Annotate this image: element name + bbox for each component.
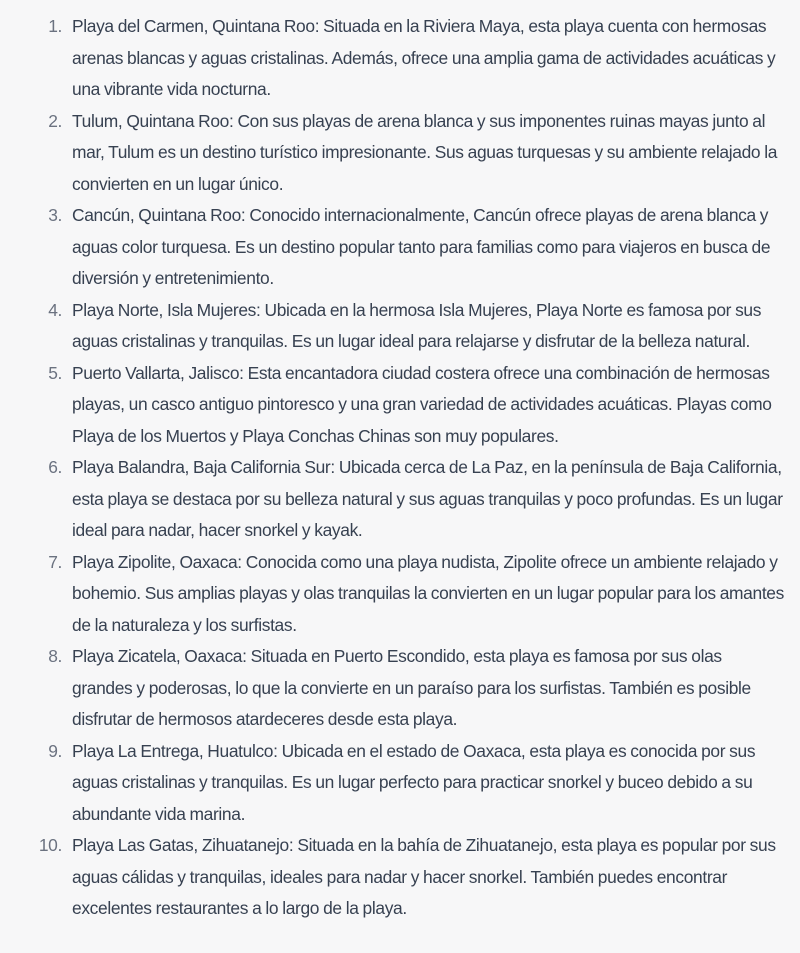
list-item-text: Playa Zipolite, Oaxaca: Conocida como una playa nudista, Zipolite ofrece un ambiente relajado y bohemio. Sus amplias playas y olas tranquilas la convierten en un lugar popular para los amantes de la naturaleza y los surfistas. — [72, 551, 784, 635]
list-item — [0, 452, 800, 547]
list-number: 10. — [38, 835, 62, 855]
list-item — [0, 106, 800, 201]
list-number: 4. — [48, 299, 62, 320]
list-item-text: Cancún, Quintana Roo: Conocido internacionalmente, Cancún ofrece playas de arena blanca y aguas color turquesa. Es un destino popular tanto para familias como para viajeros en busca de diversión y entretenimiento. — [72, 205, 771, 288]
list-item-text: Playa La Entrega, Huatulco: Ubicada en el estado de Oaxaca, esta playa es conocida por sus aguas cristalinas y tranquilas. Es un lugar perfecto para practicar snorkel y buceo debido a su abundante vida marina. — [72, 740, 756, 824]
list-item — [0, 11, 800, 106]
list-number: 6. — [48, 457, 62, 477]
list-item — [0, 830, 800, 925]
beach-list — [0, 11, 800, 925]
list-number: 9. — [48, 740, 62, 761]
list-item-text: Playa del Carmen, Quintana Roo: Situada en la Riviera Maya, esta playa cuenta con hermosas arenas blancas y aguas cristalinas. Además, ofrece una amplia gama de actividades acuáticas y una vibrante vida nocturna. — [72, 16, 776, 99]
list-number: 3. — [48, 205, 62, 225]
list-number: 1. — [48, 16, 62, 36]
list-item — [0, 641, 800, 736]
list-item — [0, 295, 800, 358]
list-item — [0, 200, 800, 295]
list-item — [0, 547, 800, 642]
list-number: 2. — [48, 110, 62, 131]
list-item-text: Playa Las Gatas, Zihuatanejo: Situada en la bahía de Zihuatanejo, esta playa es popular por sus aguas cálidas y tranquilas, ideales para nadar y hacer snorkel. También puedes encontrar excelentes restaurantes a lo largo de la playa. — [72, 835, 776, 918]
list-item-text: Tulum, Quintana Roo: Con sus playas de arena blanca y sus imponentes ruinas mayas junto al mar, Tulum es un destino turístico impresionante. Sus aguas turquesas y su ambiente relajado la convierten en un lugar único. — [72, 110, 778, 194]
list-number: 5. — [48, 362, 62, 383]
list-item-text: Puerto Vallarta, Jalisco: Esta encantadora ciudad costera ofrece una combinación de hermosas playas, un casco antiguo pintoresco y una gran variedad de actividades acuáticas. Playas como Playa de los Muertos y Playa Conchas Chinas son muy populares. — [72, 362, 772, 446]
list-number: 8. — [48, 646, 62, 666]
list-number: 7. — [48, 551, 62, 572]
list-item-text: Playa Zicatela, Oaxaca: Situada en Puerto Escondido, esta playa es famosa por sus olas grandes y poderosas, lo que la convierte en un paraíso para los surfistas. También es posible disfrutar de hermosos atardeceres desde esta playa. — [72, 646, 751, 729]
list-item — [0, 736, 800, 831]
list-item — [0, 358, 800, 453]
list-item-text: Playa Balandra, Baja California Sur: Ubicada cerca de La Paz, en la península de Baja California, esta playa se destaca por su belleza natural y sus aguas tranquilas y poco profundas. Es un lugar ideal para nadar, hacer snorkel y kayak. — [72, 457, 783, 540]
list-item-text: Playa Norte, Isla Mujeres: Ubicada en la hermosa Isla Mujeres, Playa Norte es famosa por sus aguas cristalinas y tranquilas. Es un lugar ideal para relajarse y disfrutar de la belleza natural. — [72, 299, 762, 351]
